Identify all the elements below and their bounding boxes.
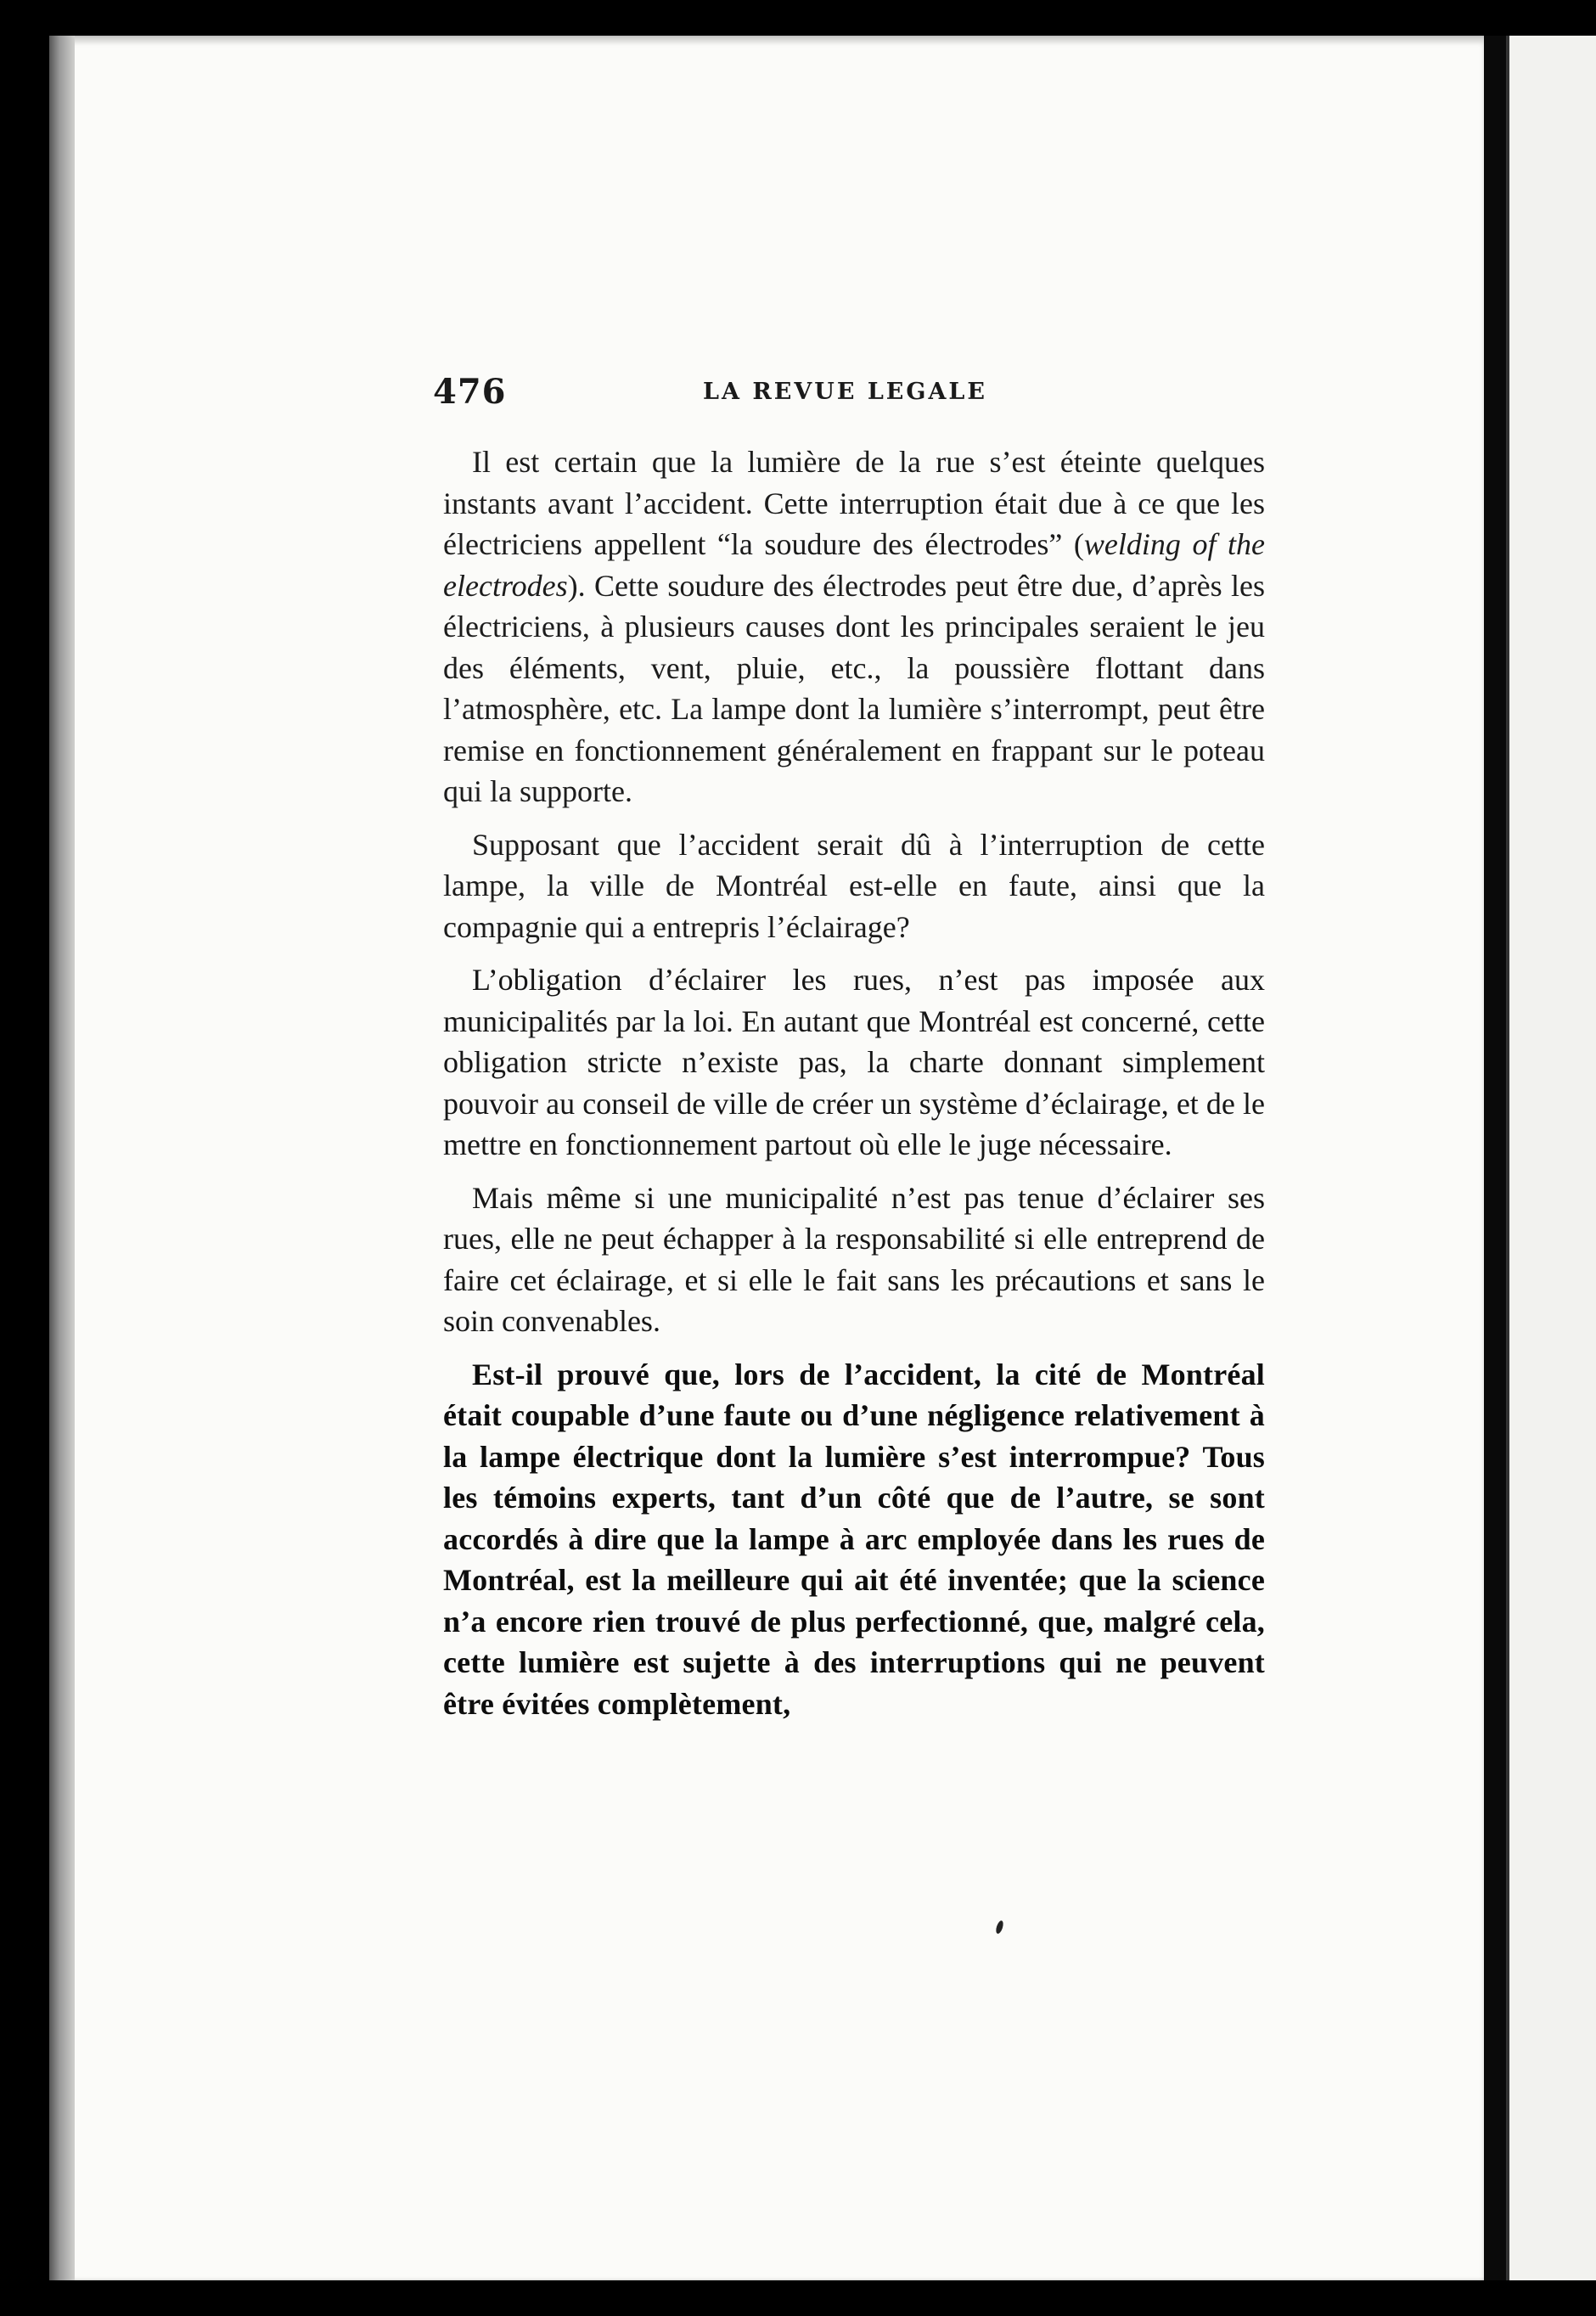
- paragraph-5: Est-il prouvé que, lors de l’accident, la cité de Montréal était coupable d’une faute ou d’une négligence relativement à la lampe électrique dont la lumière s’est interrompue? Tous les témoins experts, tant d’un côté que de l’autre, se sont accordés à dire que la lampe à arc employée dans les rues de Montréal, est la meilleure qui ait été inventée; que la science n’a encore rien trouvé de plus perfectionné, que, malgré cela, cette lumière est sujette à des interruptions qui ne peuvent être évitées complètement,: [443, 1357, 1265, 1721]
- paragraph-4: Mais même si une municipalité n’est pas tenue d’éclairer ses rues, elle ne peut échapper à la responsabilité si elle entreprend de faire cet éclairage, et si elle le fait sans les précautions et sans le soin convenables.: [443, 1180, 1265, 1338]
- paragraph-2: Supposant que l’accident serait dû à l’interruption de cette lampe, la ville de Montréal est-elle en faute, ainsi que la compagnie qui a entrepris l’éclairage?: [443, 827, 1265, 944]
- paragraph-3: L’obligation d’éclairer les rues, n’est pas imposée aux municipalités par la loi. En autant que Montréal est concerné, cette obligation stricte n’existe pas, la charte donnant simplement pouvoir au conseil de ville de créer un système d’éclairage, et de le mettre en fonctionnement partout où elle le juge nécessaire.: [443, 963, 1265, 1161]
- page-number: 476: [433, 372, 507, 412]
- paragraph-1: [443, 441, 1265, 812]
- body-text: [443, 441, 1265, 1736]
- paragraph-1-text-before: Il est certain que la lumière de la rue s’est éteinte quelques instants avant l’accident. Cette interruption était due à ce que les électriciens appellent “la soudure des électrodes” (: [443, 445, 1265, 561]
- paragraph-1-text-after: ). Cette soudure des électrodes peut être due, d’après les électriciens, à plusieurs causes dont les principales seraient le jeu des éléments, vent, pluie, etc., la poussière flottant dans l’atmosphère, etc. La lampe dont la lumière s’interrompt, peut être remise en fonctionnement généralement en frappant sur le poteau qui la supporte.: [443, 568, 1265, 808]
- page-header: [433, 372, 1273, 423]
- paragraph-1-italic-term: welding of the electrodes: [443, 527, 1265, 603]
- running-title: LA REVUE LEGALE: [703, 379, 987, 405]
- gutter-shadow: [1484, 36, 1506, 2280]
- page-binding-edge: [49, 36, 75, 2280]
- facing-page-edge: [1506, 36, 1596, 2280]
